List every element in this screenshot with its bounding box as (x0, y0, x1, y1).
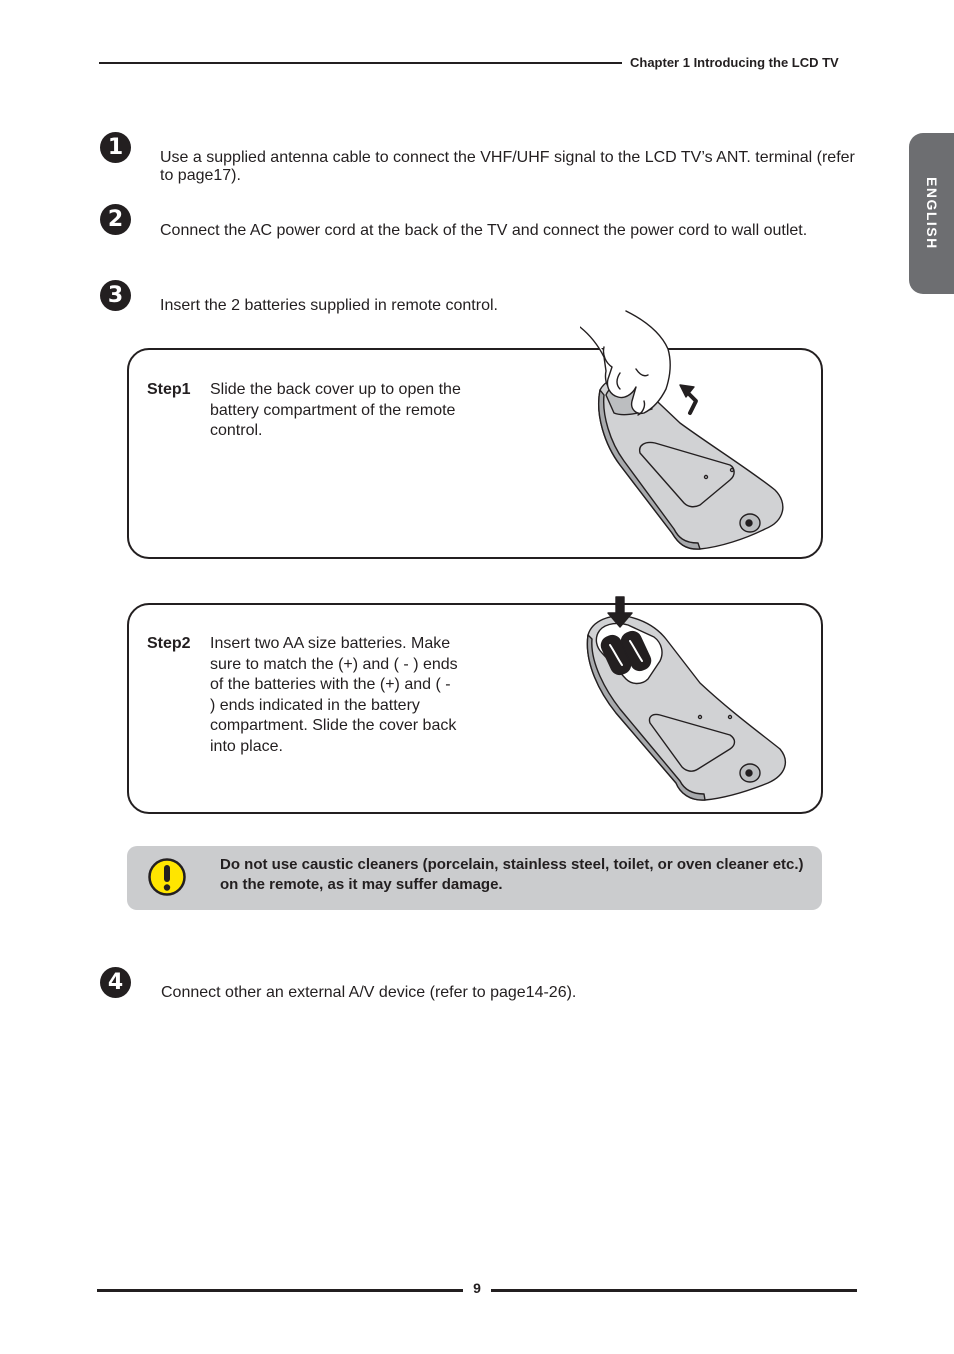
step-number-3: 3 (100, 280, 131, 311)
caution-text: Do not use caustic cleaners (porcelain, stainless steel, toilet, or oven cleaner etc.) on the remote, as it may suffer damage. (220, 856, 804, 893)
language-tab (909, 133, 954, 294)
step-text-3: Insert the 2 batteries supplied in remote control. (160, 297, 498, 314)
step-text-4: Connect other an external A/V device (refer to page14-26). (161, 984, 577, 1001)
step-text-2: Connect the AC power cord at the back of the TV and connect the power cord to wall outlet. (160, 222, 808, 239)
page-number: 9 (473, 1280, 481, 1296)
step-number-4: 4 (100, 967, 131, 998)
footer-rule-right (491, 1289, 857, 1292)
battery-step-1-label: Step1 (147, 381, 191, 398)
step-text-1: Use a supplied antenna cable to connect the VHF/UHF signal to the LCD TV’s ANT. terminal (refer to page17). (160, 149, 855, 184)
step-number-1: 1 (100, 132, 131, 163)
battery-step-1-text: Slide the back cover up to open the battery compartment of the remote control. (210, 381, 461, 439)
caution-notice (127, 846, 822, 910)
footer-rule-left (97, 1289, 463, 1292)
header-rule (99, 62, 622, 64)
chapter-title: Chapter 1 Introducing the LCD TV (630, 55, 839, 70)
battery-step-2-label: Step2 (147, 635, 191, 652)
exclamation-icon (147, 857, 187, 897)
language-tab-label: ENGLISH (924, 177, 940, 250)
remote-open-cover-illustration (580, 305, 795, 555)
step-number-2: 2 (100, 204, 131, 235)
remote-batteries-illustration (580, 593, 795, 808)
battery-step-2-text: Insert two AA size batteries. Make sure to match the (+) and ( - ) ends of the batteries with the (+) and ( - ) ends indicated in the battery compartment. Slide the cover back into place. (210, 635, 458, 755)
